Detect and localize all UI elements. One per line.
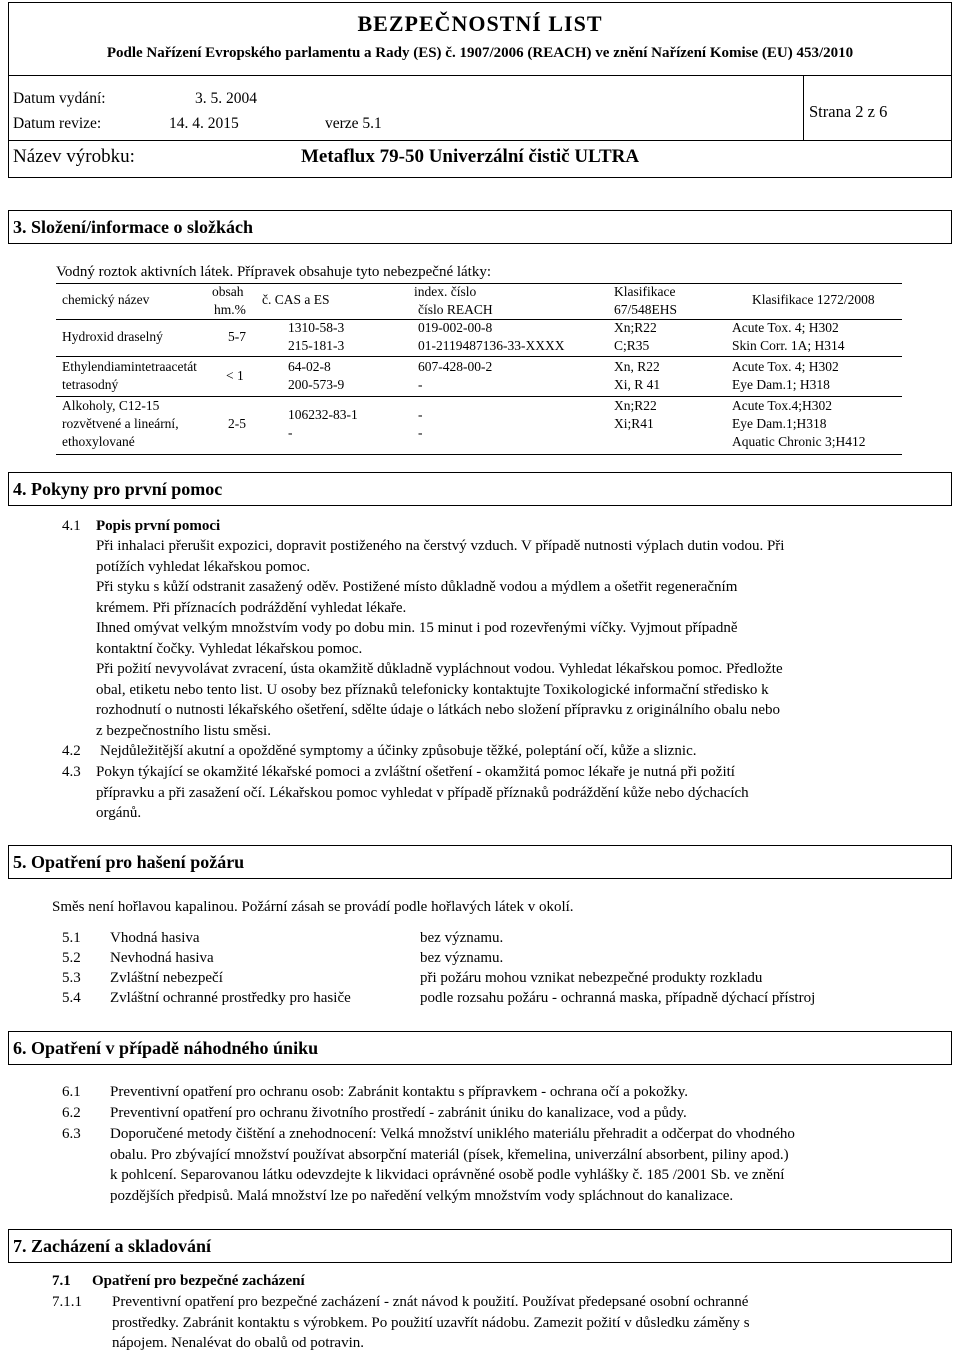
section-7-header	[8, 1229, 952, 1263]
col-header-name: chemický název	[62, 292, 150, 307]
subsection-7-1-title: Opatření pro bezpečné zacházení	[92, 1273, 305, 1289]
fire-item-value: bez významu.	[420, 950, 504, 966]
table-rule	[56, 356, 902, 357]
item-6-3-text	[110, 1124, 795, 1206]
row1-name: Hydroxid draselný	[62, 329, 163, 344]
divider	[803, 75, 804, 141]
row2-es: 200-573-9	[288, 377, 345, 392]
row2-index: 607-428-00-2	[418, 359, 493, 374]
row2-name-2: tetrasodný	[62, 377, 119, 392]
section-7-heading: 7. Zacházení a skladování	[13, 1236, 212, 1256]
fire-item-num: 5.2	[62, 950, 81, 966]
row3-clp-3: Aquatic Chronic 3;H412	[732, 434, 866, 449]
first-aid-line: z bezpečnostního listu směsi.	[96, 722, 271, 739]
section-4-header	[8, 472, 952, 506]
first-aid-line: Ihned omývat velkým množstvím vody po dobu min. 15 minut i pod rozevřenými víčky. Vyjmout případně	[96, 620, 738, 636]
section-3-heading: 3. Složení/informace o složkách	[13, 217, 253, 237]
item-6-2-text: Preventivní opatření pro ochranu životního prostředí - zabránit úniku do kanalizace, vod a půdy.	[110, 1105, 687, 1121]
first-aid-line: Při požití nevyvolávat zvracení, ústa okamžitě důkladně vypláchnout vodou. Vyhledat lékařskou pomoc. Předložte	[96, 661, 783, 677]
col-header-cas: č. CAS a ES	[262, 292, 330, 307]
row3-es: -	[288, 425, 293, 440]
table-rule	[56, 283, 902, 284]
fire-item-label: Zvláštní nebezpečí	[110, 970, 223, 986]
revision-label: Datum revize:	[13, 115, 102, 132]
row3-class: Xn;R22	[614, 398, 657, 413]
row2-class: Xn, R22	[614, 359, 660, 374]
first-aid-line: potížích vyhledat lékařskou pomoc.	[96, 558, 311, 575]
row3-index: -	[418, 407, 423, 422]
section-5-heading: 5. Opatření pro hašení požáru	[13, 852, 245, 872]
section-5-header	[8, 845, 952, 879]
first-aid-line: rozhodnutí o nutnosti lékařského ošetření, sdělte údaje o látkách nebo složení přípravku z originálního obalu nebo	[96, 702, 780, 718]
divider	[9, 75, 951, 76]
first-aid-line: krémem. Při příznacích podráždění vyhledat lékaře.	[96, 599, 407, 616]
fire-item-label: Vhodná hasiva	[110, 930, 200, 946]
composition-intro: Vodný roztok aktivních látek. Přípravek obsahuje tyto nebezpečné látky:	[56, 264, 492, 280]
issue-date: 3. 5. 2004	[195, 90, 257, 107]
text-line: nápojem. Nenalévat do obalů od potravin.	[112, 1335, 365, 1351]
first-aid-line: Při inhalaci přerušit expozici, dopravit postiženého na čerstvý vzduch. V případě nutnosti výplach dutin vodou. Při	[96, 538, 785, 554]
row1-es: 215-181-3	[288, 338, 345, 353]
subsection-4-3-text	[96, 762, 749, 824]
first-aid-line: obal, etiketu nebo tento list. U osoby bez příznaků telefonicky kontaktujte Toxikologické informační středisko k	[96, 681, 769, 698]
text-line: orgánů.	[96, 805, 142, 821]
text-line: obalu. Pro zbývající množství používat absorpční materiál (písek, křemelina, univerzální absorbent, piliny apod.)	[110, 1146, 789, 1163]
row1-clp: Acute Tox. 4; H302	[732, 320, 839, 335]
subsection-4-2-num: 4.2	[62, 743, 81, 759]
row3-class-2: Xi;R41	[614, 416, 654, 431]
fire-intro: Směs není hořlavou kapalinou. Požární zásah se provádí podle hořlavých látek v okolí.	[52, 899, 574, 915]
row1-reach: 01-2119487136-33-XXXX	[418, 338, 565, 353]
row3-name-3: ethoxylované	[62, 434, 135, 449]
fire-item-num: 5.4	[62, 990, 81, 1006]
first-aid-line: kontaktní čočky. Vyhledat lékařskou pomoc.	[96, 640, 363, 657]
product-label: Název výrobku:	[13, 146, 135, 167]
subsection-4-1-num: 4.1	[62, 518, 81, 534]
text-line: Pokyn týkající se okamžité lékařské pomoci a zvláštní ošetření - okamžitá pomoc lékaře je nutná při požití	[96, 764, 735, 780]
row3-cas: 106232-83-1	[288, 407, 358, 422]
fire-item-num: 5.1	[62, 930, 81, 946]
col-header-index: index. číslo	[414, 284, 477, 299]
row1-class: Xn;R22	[614, 320, 657, 335]
row2-name: Ethylendiamintetraacetát	[62, 359, 197, 374]
row1-clp-2: Skin Corr. 1A; H314	[732, 338, 845, 353]
text-line: k pohlcení. Separovanou látku odevzdejte k likvidaci oprávněné osobě podle vyhlášky č. 185 /2001 Sb. ve znění	[110, 1167, 785, 1183]
document-header	[8, 2, 952, 178]
first-aid-line: Při styku s kůží odstranit zasažený oděv. Postižené místo důkladně vodou a mýdlem a ošetřit regeneračním	[96, 579, 738, 595]
page-number: Strana 2 z 6	[809, 102, 888, 121]
row3-reach: -	[418, 425, 423, 440]
row2-content: < 1	[226, 368, 244, 383]
item-6-1-num: 6.1	[62, 1084, 81, 1100]
item-6-2-num: 6.2	[62, 1105, 81, 1121]
fire-item-value: podle rozsahu požáru - ochranná maska, případně dýchací přístroj	[420, 990, 816, 1006]
row1-class-2: C;R35	[614, 338, 650, 353]
row2-reach: -	[418, 377, 423, 392]
row1-index: 019-002-00-8	[418, 320, 493, 335]
subsection-4-3-num: 4.3	[62, 764, 81, 780]
row3-name: Alkoholy, C12-15	[62, 398, 160, 413]
issue-label: Datum vydání:	[13, 90, 106, 107]
row2-cas: 64-02-8	[288, 359, 331, 374]
section-4-heading: 4. Pokyny pro první pomoc	[13, 479, 223, 499]
regulation-subtitle: Podle Nařízení Evropského parlamentu a Rady (ES) č. 1907/2006 (REACH) ve znění Nařízení Komise (EU) 453/2010	[106, 45, 854, 61]
row1-cas: 1310-58-3	[288, 320, 345, 335]
item-7-1-1-num: 7.1.1	[52, 1294, 82, 1310]
col-header-clp: Klasifikace 1272/2008	[752, 292, 875, 307]
text-line: prostředky. Zabránit kontaktu s výrobkem. Po použití uzavřít nádobu. Zamezit požití v důsledku záměny s	[112, 1314, 750, 1331]
document-title: BEZPEČNOSTNÍ LIST	[357, 11, 603, 36]
row2-clp-2: Eye Dam.1; H318	[732, 377, 830, 392]
col-header-reach: číslo REACH	[418, 302, 493, 317]
version: verze 5.1	[325, 115, 382, 132]
subsection-4-2-text: Nejdůležitější akutní a opožděné symptomy a účinky způsobuje těžké, poleptání očí, kůže a sliznic.	[100, 743, 697, 759]
row3-content: 2-5	[228, 416, 246, 431]
divider	[9, 140, 951, 141]
subsection-7-1-num: 7.1	[52, 1273, 71, 1289]
fire-item-num: 5.3	[62, 970, 81, 986]
text-line: Doporučené metody čištění a znehodnocení: Velká množství uniklého materiálu přehradit a odčerpat do vhodného	[110, 1126, 795, 1142]
revision-date: 14. 4. 2015	[169, 115, 239, 132]
col-header-class-directive: 67/548EHS	[614, 302, 678, 317]
hazardous-substances-table	[56, 283, 902, 455]
col-header-content: obsah	[212, 284, 244, 299]
subsection-4-1-title: Popis první pomoci	[96, 518, 221, 534]
product-name: Metaflux 79-50 Univerzální čistič ULTRA	[301, 146, 640, 167]
first-aid-text	[96, 536, 926, 741]
row3-clp: Acute Tox.4;H302	[732, 398, 833, 413]
col-header-content-unit: hm.%	[214, 302, 246, 317]
text-line: Preventivní opatření pro bezpečné zacházení - znát návod k použití. Používat předepsané osobní ochranné	[112, 1294, 749, 1310]
text-line: pozdějších předpisů. Malá množství lze po naředění velkým množstvím vody spláchnout do kanalizace.	[110, 1187, 734, 1204]
fire-item-label: Zvláštní ochranné prostředky pro hasiče	[110, 990, 351, 1006]
fire-item-label: Nevhodná hasiva	[110, 950, 214, 966]
section-6-header	[8, 1031, 952, 1065]
section-3-header	[8, 210, 952, 244]
table-rule	[56, 454, 902, 455]
item-6-3-num: 6.3	[62, 1126, 81, 1142]
row3-clp-2: Eye Dam.1;H318	[732, 416, 827, 431]
section-6-heading: 6. Opatření v případě náhodného úniku	[13, 1038, 319, 1058]
row1-content: 5-7	[228, 329, 246, 344]
row2-class-2: Xi, R 41	[614, 377, 661, 392]
text-line: přípravku a při zasažení očí. Lékařskou pomoc vyhledat v případě příznaků podráždění kůže nebo dýchacích	[96, 784, 749, 801]
row2-clp: Acute Tox. 4; H302	[732, 359, 839, 374]
row3-name-2: rozvětvené a lineární,	[62, 416, 179, 431]
col-header-class: Klasifikace	[614, 284, 676, 299]
item-6-1-text: Preventivní opatření pro ochranu osob: Zabránit kontaktu s přípravkem - ochrana očí a pokožky.	[110, 1084, 689, 1100]
fire-item-value: bez významu.	[420, 930, 504, 946]
fire-item-value: při požáru mohou vznikat nebezpečné produkty rozkladu	[420, 970, 763, 986]
item-7-1-1-text	[112, 1292, 750, 1354]
